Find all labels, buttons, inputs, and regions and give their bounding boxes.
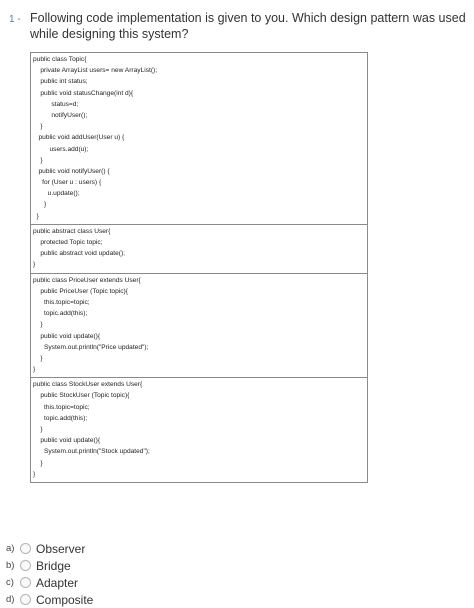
code-line: } bbox=[33, 261, 36, 269]
code-line: public abstract class User{ bbox=[33, 227, 111, 235]
code-line: topic.add(this); bbox=[33, 310, 88, 318]
option-letter: d) bbox=[6, 594, 15, 605]
code-line: topic.add(this); bbox=[33, 414, 88, 422]
answer-options bbox=[6, 540, 93, 608]
question-number: 1 - bbox=[9, 14, 21, 25]
code-table bbox=[30, 52, 368, 483]
code-line: } bbox=[33, 354, 43, 362]
code-line: } bbox=[33, 212, 39, 220]
code-block bbox=[31, 377, 367, 482]
code-line: u.update(); bbox=[33, 190, 80, 198]
code-line: } bbox=[33, 201, 47, 209]
code-line: this.topic=topic; bbox=[33, 298, 90, 306]
code-line: public void update(){ bbox=[33, 437, 101, 445]
code-line: users.add(u); bbox=[33, 145, 89, 153]
question-text: Following code implementation is given to you. Which design pattern was used while designing this system? bbox=[30, 11, 466, 41]
option-radio[interactable] bbox=[20, 560, 31, 571]
option-label[interactable]: Adapter bbox=[36, 575, 79, 590]
code-line: } bbox=[33, 366, 36, 374]
code-line: public void statusChange(int d){ bbox=[33, 89, 134, 97]
code-block bbox=[31, 53, 367, 224]
option-radio[interactable] bbox=[20, 594, 31, 605]
code-line: } bbox=[33, 123, 43, 131]
code-line: this.topic=topic; bbox=[33, 403, 90, 411]
code-line: public class PriceUser extends User{ bbox=[33, 276, 141, 284]
code-line: public void addUser(User u) { bbox=[33, 134, 125, 142]
option-label[interactable]: Observer bbox=[36, 541, 86, 556]
code-line: protected Topic topic; bbox=[33, 239, 103, 246]
code-line: } bbox=[33, 321, 43, 329]
code-block bbox=[31, 273, 367, 378]
option-row[interactable] bbox=[6, 591, 93, 608]
option-letter: c) bbox=[6, 577, 14, 588]
code-line: public StockUser (Topic topic){ bbox=[33, 392, 130, 400]
code-line: } bbox=[33, 426, 43, 433]
code-line: private ArrayList users= new ArrayList(); bbox=[33, 67, 158, 75]
option-radio[interactable] bbox=[20, 543, 31, 554]
code-line: public class Topic{ bbox=[33, 56, 87, 63]
code-line: public void notifyUser() { bbox=[33, 167, 110, 175]
code-line: public class StockUser extends User{ bbox=[33, 381, 143, 389]
option-row[interactable] bbox=[6, 540, 93, 557]
code-line: } bbox=[33, 156, 43, 164]
option-row[interactable] bbox=[6, 557, 93, 574]
code-line: public void update(){ bbox=[33, 332, 101, 340]
code-line: } bbox=[33, 470, 36, 478]
code-block bbox=[31, 224, 367, 273]
code-line: public int status; bbox=[33, 78, 88, 86]
code-line: System.out.println("Price updated"); bbox=[33, 343, 149, 351]
code-line: for (User u : users) { bbox=[33, 179, 102, 187]
option-row[interactable] bbox=[6, 574, 93, 591]
option-label[interactable]: Bridge bbox=[36, 558, 71, 573]
option-letter: b) bbox=[6, 560, 15, 571]
code-line: } bbox=[33, 459, 43, 467]
option-radio[interactable] bbox=[20, 577, 31, 588]
option-letter: a) bbox=[6, 543, 15, 554]
code-line: status=d; bbox=[33, 100, 79, 108]
code-line: public abstract void update(); bbox=[33, 250, 125, 258]
code-line: notifyUser(); bbox=[33, 111, 88, 119]
code-line: System.out.println("Stock updated"); bbox=[33, 448, 150, 456]
code-line: public PriceUser (Topic topic){ bbox=[33, 287, 128, 295]
option-label[interactable]: Composite bbox=[36, 592, 94, 607]
